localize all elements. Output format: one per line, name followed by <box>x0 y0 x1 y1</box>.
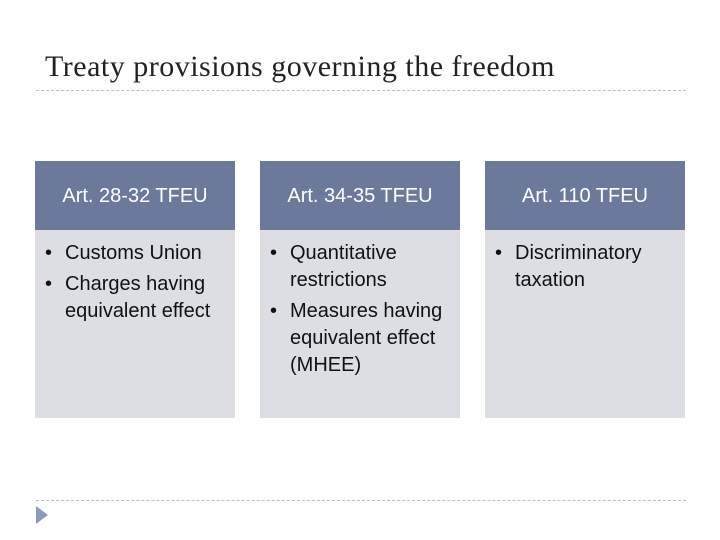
bullet-item: • Measures having equivalent effect (MHEE) <box>268 298 452 379</box>
column-art-28-32 <box>35 161 235 418</box>
column-heading: Art. 28-32 TFEU <box>35 161 235 230</box>
column-body <box>35 230 235 418</box>
column-art-110 <box>485 161 685 418</box>
bullet-item: • Charges having equivalent effect <box>43 271 227 325</box>
column-body <box>260 230 460 418</box>
title-divider <box>36 90 686 91</box>
column-heading: Art. 34-35 TFEU <box>260 161 460 230</box>
footer-divider <box>36 500 686 501</box>
bullet-item: • Customs Union <box>43 240 227 267</box>
slide-title: Treaty provisions governing the freedom <box>45 50 555 83</box>
bullet-item: • Quantitative restrictions <box>268 240 452 294</box>
column-body <box>485 230 685 418</box>
triangle-arrow-icon <box>36 506 48 529</box>
column-art-34-35 <box>260 161 460 418</box>
column-heading: Art. 110 TFEU <box>485 161 685 230</box>
bullet-item: • Discriminatory taxation <box>493 240 677 294</box>
